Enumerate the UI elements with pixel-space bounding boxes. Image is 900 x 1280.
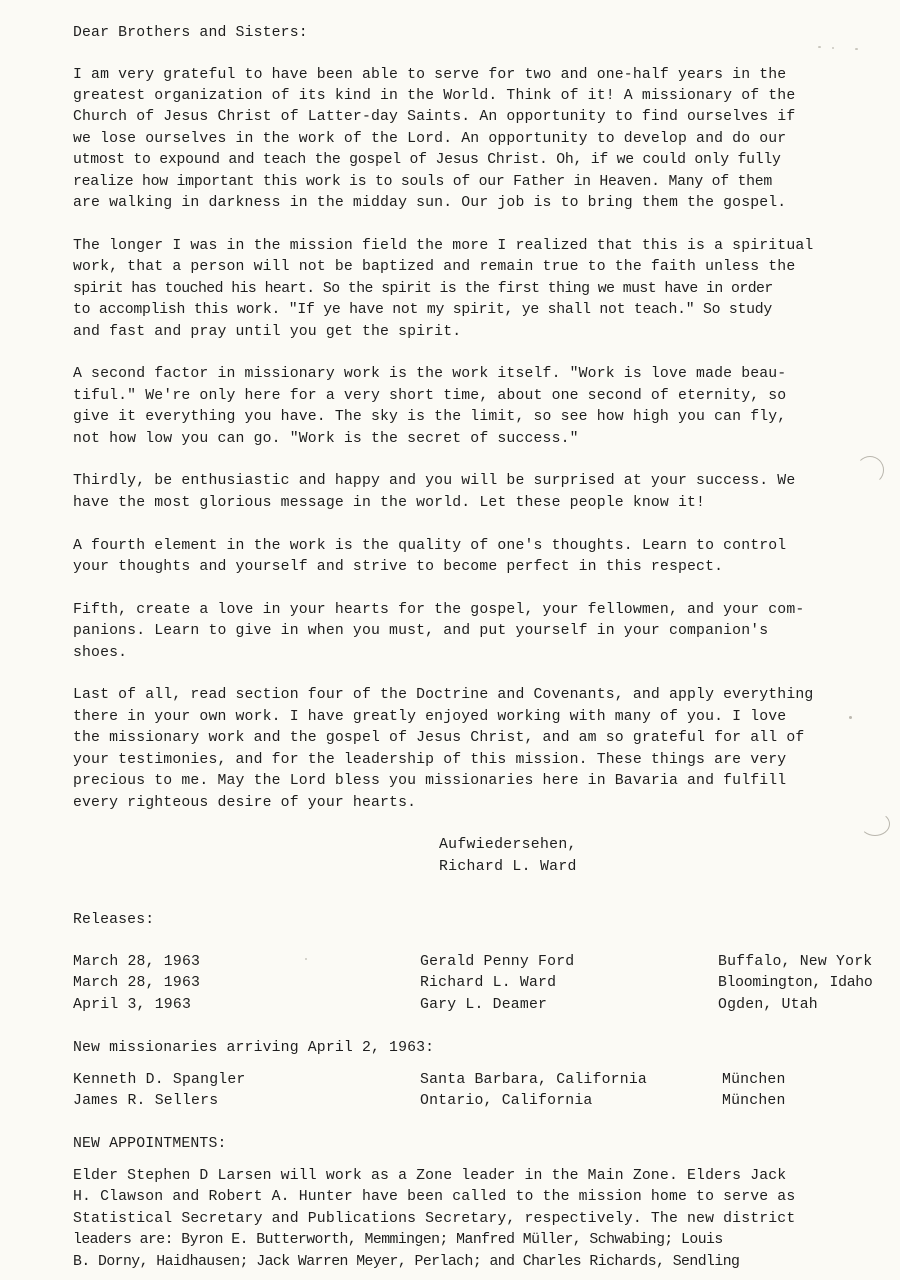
release-name: Richard L. Ward [420,975,557,991]
arrival-home: Ontario, California [420,1093,593,1109]
letter-line: work, that a person will not be baptized and remain true to the faith unless the [73,259,796,275]
letter-line: spirit has touched his heart. So the spirit is the first thing we must have in order [73,281,773,297]
letter-line: Thirdly, be enthusiastic and happy and you will be surprised at your success. We [73,473,796,489]
appointment-line: H. Clawson and Robert A. Hunter have been called to the mission home to serve as [73,1189,796,1205]
scan-speck [855,48,858,50]
letter-line: utmost to expound and teach the gospel of Jesus Christ. Oh, if we could only fully [73,152,781,168]
letter-line: greatest organization of its kind in the World. Think of it! A missionary of the [73,88,796,104]
letter-line: every righteous desire of your hearts. [73,795,417,811]
letter-line: A second factor in missionary work is the work itself. "Work is love made beau- [73,366,787,382]
letter-line: are walking in darkness in the midday sun. Our job is to bring them the gospel. [73,195,787,211]
letter-line: Church of Jesus Christ of Latter-day Saints. An opportunity to find ourselves if [73,109,796,125]
scan-speck [818,46,821,48]
release-name: Gerald Penny Ford [420,954,575,970]
letter-line: we lose ourselves in the work of the Lord. An opportunity to develop and do our [73,131,787,147]
punch-hole-mark [860,812,890,836]
release-date: April 3, 1963 [73,997,192,1013]
letter-line: The longer I was in the mission field the more I realized that this is a spiritual [73,238,814,254]
letter-line: your thoughts and yourself and strive to become perfect in this respect. [73,559,724,575]
release-date: March 28, 1963 [73,975,201,991]
letter-line: I am very grateful to have been able to serve for two and one-half years in the [73,67,787,83]
letter-line: precious to me. May the Lord bless you missionaries here in Bavaria and fulfill [73,773,787,789]
letter-closing: Aufwiedersehen, [439,837,577,853]
scan-speck [832,47,834,49]
release-place: Ogden, Utah [718,997,818,1013]
scan-speck [849,716,852,719]
letter-signature: Richard L. Ward [439,859,577,875]
arrival-city: München [722,1093,786,1109]
arrival-home: Santa Barbara, California [420,1072,647,1088]
letter-line: to accomplish this work. "If ye have not my spirit, ye shall not teach." So study [73,302,772,318]
release-place: Bloomington, Idaho [718,975,873,991]
release-date: March 28, 1963 [73,954,201,970]
letter-line: panions. Learn to give in when you must, and put yourself in your companion's [73,623,769,639]
release-name: Gary L. Deamer [420,997,548,1013]
letter-line: and fast and pray until you get the spirit. [73,324,462,340]
punch-hole-mark [856,456,884,484]
appointment-line: Statistical Secretary and Publications Secretary, respectively. The new district [73,1211,796,1227]
letter-line: not how low you can go. "Work is the secret of success." [73,431,579,447]
letter-line: A fourth element in the work is the quality of one's thoughts. Learn to control [73,538,787,554]
appointment-line: Elder Stephen D Larsen will work as a Zone leader in the Main Zone. Elders Jack [73,1168,787,1184]
letter-line: tiful." We're only here for a very short time, about one second of eternity, so [73,388,787,404]
letter-greeting: Dear Brothers and Sisters: [73,25,308,41]
letter-line: have the most glorious message in the world. Let these people know it! [73,495,706,511]
letter-line: Last of all, read section four of the Doctrine and Covenants, and apply everything [73,687,814,703]
releases-heading: Releases: [73,912,155,928]
arrival-name: James R. Sellers [73,1093,219,1109]
letter-line: give it everything you have. The sky is the limit, so see how high you can fly, [73,409,787,425]
letter-line: the missionary work and the gospel of Jesus Christ, and am so grateful for all of [73,730,805,746]
appointments-heading: NEW APPOINTMENTS: [73,1136,227,1152]
letter-line: your testimonies, and for the leadership of this mission. These things are very [73,752,787,768]
letter-line: realize how important this work is to souls of our Father in Heaven. Many of them [73,174,772,190]
appointment-line: leaders are: Byron E. Butterworth, Memmingen; Manfred Müller, Schwabing; Louis [73,1232,723,1248]
appointment-line: B. Dorny, Haidhausen; Jack Warren Meyer, Perlach; and Charles Richards, Sendling [73,1254,740,1270]
release-place: Buffalo, New York [718,954,873,970]
letter-line: shoes. [73,645,128,661]
arrivals-heading: New missionaries arriving April 2, 1963: [73,1040,435,1056]
letter-line: there in your own work. I have greatly enjoyed working with many of you. I love [73,709,787,725]
arrival-city: München [722,1072,786,1088]
scan-speck [305,958,307,960]
arrival-name: Kenneth D. Spangler [73,1072,246,1088]
letter-line: Fifth, create a love in your hearts for the gospel, your fellowmen, and your com- [73,602,805,618]
